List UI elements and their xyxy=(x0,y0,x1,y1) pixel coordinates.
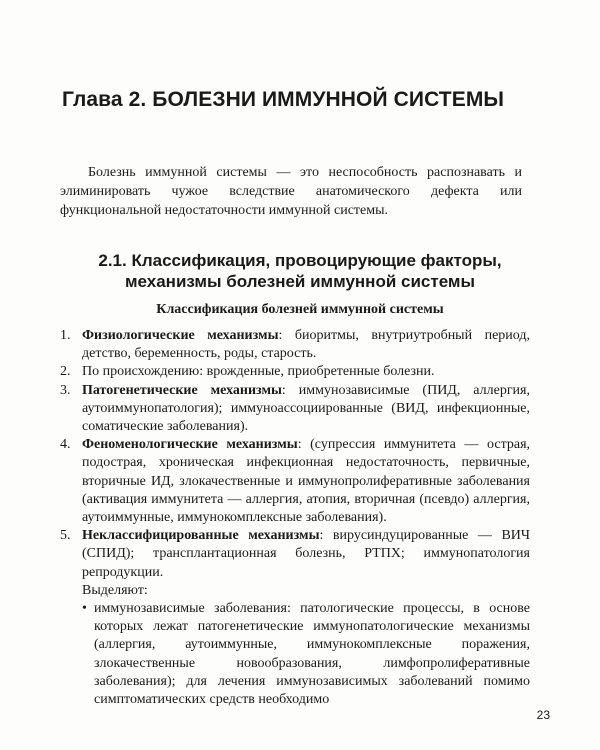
list-item-text: : биоритмы, внутриутробный период, детство, беременность, роды, старость. xyxy=(82,328,530,362)
bullet-text: иммунозависимые заболевания: патологические процессы, в основе которых лежат патогенетические иммунопатологические механизмы (аллергия, аутоиммунные, иммунокомплексные поражения, злокачественные новообразования, лимфопролиферативные заболевания); для лечения иммунозависимых заболеваний помимо симптоматических средств необходимо xyxy=(94,601,530,708)
bullet-list xyxy=(82,600,530,709)
distinguish-label: Выделяют: xyxy=(82,582,148,598)
section-title-line-1: 2.1. Классификация, провоцирующие факторы, xyxy=(98,251,502,270)
chapter-title: Глава 2. БОЛЕЗНИ ИММУННОЙ СИСТЕМЫ xyxy=(62,88,505,111)
list-item-text: : вирусиндуцированные — ВИЧ (СПИД); трансплантационная болезнь, РТПХ; иммунопатология репродукции. xyxy=(82,528,530,580)
list-item-term: Физиологические механизмы xyxy=(82,328,279,343)
list-item-number: 1. xyxy=(60,328,71,343)
list-item-number: 5. xyxy=(60,528,71,544)
list-item xyxy=(60,382,530,437)
classification-title: Классификация болезней иммунной системы xyxy=(156,302,444,317)
intro-paragraph: Болезнь иммунной системы — это неспособность распознавать и элиминировать чужое вследствие анатомического дефекта или функциональной недостаточности иммунной системы. xyxy=(60,165,522,218)
list-item xyxy=(60,436,530,527)
list-item-number: 4. xyxy=(60,437,71,453)
section-title xyxy=(70,250,530,292)
list-item-number: 2. xyxy=(60,364,71,380)
list-item-text: По происхождению: врожденные, приобретенные болезни. xyxy=(82,364,435,380)
bullet-dot: • xyxy=(82,601,87,617)
classification-list xyxy=(60,327,530,709)
list-item-number: 3. xyxy=(60,382,71,398)
list-item-term: Патогенетические механизмы xyxy=(82,382,282,398)
list-item-term: Неклассифицированные механизмы xyxy=(82,528,320,544)
list-item xyxy=(60,327,530,363)
list-item xyxy=(60,363,530,381)
page-number: 23 xyxy=(536,708,550,722)
section-title-line-2: механизмы болезней иммунной системы xyxy=(124,272,476,291)
list-item-term: Феноменологические механизмы xyxy=(82,437,298,453)
list-item xyxy=(60,527,530,709)
list-item-text: : иммунозависимые (ПИД, аллергия, аутоиммунопатология); иммуноассоциированные (ВИД, инфекционные, соматические заболевания). xyxy=(82,382,530,435)
list-item-text: : (супрессия иммунитета — острая, подострая, хроническая инфекционная недостаточность, первичные, вторичные ИД, злокачественные и иммунопролиферативные заболевания (активация иммунитета — аллергия, атопия, вторичная (псевдо) аллергия, аутоиммунные, иммунокомплексные заболевания). xyxy=(82,437,531,526)
bullet-item xyxy=(82,600,530,709)
